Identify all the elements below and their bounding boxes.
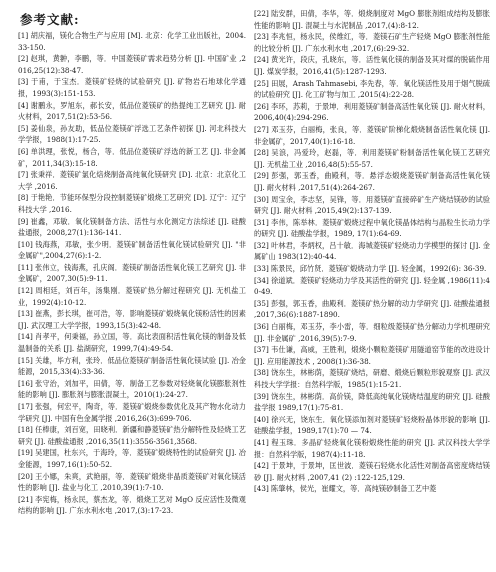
reference-entry: [35] 彭强，郭玉香，曲殿利．菱镁矿热分解的动力学研究 [J]. 硅酸盐通报 ,2017,36(6):1887-1890. bbox=[254, 298, 490, 320]
reference-entry: [23] 李兆恒，杨永民，侯维红，等．菱镁石矿生产轻烧 MgO 膨胀剂性能的比较分析 [J]. 广东水利水电 ,2017,(6):29-32. bbox=[254, 32, 490, 53]
reference-entry: [22] 陆安群，田倩，李华，等．煅烧制度对 MgO 膨胀剂组成结构及膨胀性能的影响 [J]. 混凝土与水泥制品 ,2017,(4):8-12. bbox=[254, 9, 490, 30]
reference-entry: [41] 程玉珠．多晶矿轻烧氧化镁粉煅烧性能的研究 [J]. 武汉科技大学学报：自然科学版，1987(4):11-18. bbox=[254, 437, 490, 459]
reference-entry: [1] 胡庆福，镁化合物生产与应用 [M]. 北京：化学工业出版社，2004. 33-150. bbox=[18, 31, 246, 52]
reference-entry: [6] 单洪理，张悦，杨合，等．低品位菱镁矿浮选的新工艺 [J]. 非金属矿，2011,34(3):15-18. bbox=[18, 146, 246, 168]
reference-entry: [38] 饶东生，林彬荫，菱镁矿烧结，研磨、煅烧后颗粒形貌观察 [J]. 武汉科技大学学报：自然科学版，1985(1):15-21. bbox=[254, 368, 490, 389]
reference-entry: [40] 徐兴无，饶东生．氧化镁添加剂对菱镁矿轻烧粉晶体形貌的影响 [J]. 硅酸盐学报，1989,17(1):70 — 74. bbox=[254, 414, 490, 436]
reference-entry: [16] 张守治，刘加平，田倩，等．制备工艺参数对轻烧氧化镁膨胀剂性能的影响 [J]. 膨胀剂与膨胀混凝土，2010(1):24-27. bbox=[18, 378, 246, 400]
reference-entry: [33] 陈景民，邱竹贤．菱镁矿煅烧动力学 [J]. 轻金属，1992(6): 36-39. bbox=[254, 264, 487, 274]
reference-entry: [34] 徐道斌．菱镁矿轻烧动力学及其活性的研究 [J]. 轻金属 ,1986(11):40-49. bbox=[254, 275, 490, 297]
reference-entry: [31] 李伟，陈举林．菱镁矿煅烧过程中氧化镁晶体结构与晶粒生长动力学的研究 [J]. 硅酸盐学报，1989, 17(1):64-69. bbox=[254, 217, 490, 239]
reference-entry: [14] 肖孝平，何秉福，孙立国，等．高比表面积活性氧化镁的制备及低温制备的关系 [J]. 盐湖研究，1999,7(4):49-54. bbox=[18, 332, 246, 354]
references-right-column bbox=[254, 8, 490, 495]
reference-entry: [2] 赵琪，黄翀，李鹏，等．中国菱镁矿需求趋势分析 [J]. 中国矿业 ,2016,25(12):38-47. bbox=[18, 54, 246, 75]
reference-entry: [15] 关雄，毕方利，张玲．低品位菱镁矿制备活性氧化镁试验 [J]. 冶金能源，2015,33(4):33-36. bbox=[18, 355, 246, 377]
reference-entry: [30] 周宝余，李志坚，吴锋，等．用菱镁矿直接碎矿生产烧结镁砂的试验研究 [J]. 耐火材料 ,2015,49(2):137-139. bbox=[254, 194, 490, 216]
reference-entry: [17] 张强，何宏平，陶奇，等．菱镁矿煅烧参数优化及其产物水化动力学研究 [J]. 中国有色金属学报 ,2016,26(3):699-706. bbox=[18, 402, 246, 423]
reference-entry: [10] 钱海燕，邓敏，张少明．菱镁矿制备活性氧化镁试验研究 [J]. "非金属矿",2004,27(6):1-2. bbox=[18, 239, 246, 261]
reference-entry: [37] 韦仕谦，高威，王胜利，煅烧小颗粒菱镁矿用隧道窑节能的改进设计 [J]. 应用能源技术 , 2008(1):36-38. bbox=[254, 345, 490, 366]
reference-entry: [4] 谢鹏永，罗旭东，郝长安，低品位菱镁矿的热提纯工艺研究 [J]. 耐火材料，2017,51(2):53-56. bbox=[18, 100, 246, 122]
reference-entry: [20] 王小娜，朱爽，武艳丽，等．菱镁矿煅烧非晶质菱镁矿对氧化镁活性的影响 [J]. 盐业与化工 ,2010,39(1):7-10. bbox=[18, 471, 246, 493]
reference-entry: [8] 于艳艳．节能环保型分段控制菱镁矿煅烧工艺研究 [D]. 辽宁：辽宁科技大学 ,2016. bbox=[18, 193, 246, 214]
references-left-column bbox=[18, 30, 246, 517]
reference-entry: [9] 崔鑫，邓敏．氧化镁制备方法、活性与水化测定方法综述 [J]. 硅酸盐通报，2008,27(1):136-141. bbox=[18, 216, 246, 238]
reference-entry: [12] 周相廷，刘百年，汤集刚．菱镁矿热分解过程研究 [J]. 无机盐工业，1992(4):10-12. bbox=[18, 286, 246, 307]
reference-entry: [3] 于甫，于宝杰．菱镁矿轻烧的试验研究 [J]. 矿物岩石地球化学通报，1993(3):151-153. bbox=[18, 77, 246, 98]
reference-entry: [25] 田展，Arash Tahmasebi, 李先春，等．氧化镁活性及用于烟气脱硫的试验研究 [J]. 化工矿物与加工 ,2015(4):22-28. bbox=[254, 78, 490, 100]
reference-entry: [24] 黄光许，段庆，孔晓东，等．活性氧化镁的制备及其对煤的脱硫作用 [J]. 煤炭学报，2016,41(5):1287-1293. bbox=[254, 55, 490, 76]
references-title: 参考文献: bbox=[20, 12, 80, 27]
reference-entry: [21] 李宪梅，杨永民，蔡杰龙，等．煅烧工艺对 MgO 反应活性及微观结构的影响 [J]. 广东水利水电 ,2017,(3):17-23. bbox=[18, 494, 246, 516]
reference-entry: [18] 任棒康，刘百宽，田晓利．新疆和静菱镁矿热分解特性及轻烧工艺研究 [J]. 硅酸盐通报 ,2016,35(11):3556-3561,3568. bbox=[18, 425, 246, 446]
reference-entry: [7] 张秉祥．菱镁矿氯化焙烧制备高纯氧化镁研究 [D]. 北京：北京化工大学 ,2016. bbox=[18, 170, 246, 191]
reference-entry: [11] 张伟立，钱海燕，孔庆阁．菱镁矿制备活性氧化镁工艺研究 [J]. 非金属矿，2007,30(5):9-11. bbox=[18, 262, 246, 284]
reference-entry: [26] 李环，苏莉，于景坤．利用菱镁矿制备高活性氧化镁 [J]. 耐火材料，2006,40(4):294-296. bbox=[254, 101, 490, 123]
reference-entry: [43] 陈肇林，侯光，崔耀文，等．高纯镁砂制备工艺中菱 bbox=[254, 484, 437, 494]
reference-entry: [5] 姜仙泉，孙友助，低品位菱镁矿浮选工艺条件初探 [J]. 河北科技大学学报，1988(1):17-25. bbox=[18, 123, 246, 145]
reference-entry: [19] 吴建国，杜东兴，于海玲，等．菱镁矿煅烧特性的试验研究 [J]. 冶金能源，1997,16(1):50-52. bbox=[18, 448, 246, 469]
reference-entry: [29] 彭强，郭玉香，曲殿利，等．悬浮态煅烧菱镁矿制备高活性氧化镁 [J]. 耐火材料 ,2017,51(4):264-267. bbox=[254, 171, 490, 192]
reference-entry: [32] 叶林君，李炳权，吕十敏．海城菱镁矿轻烧动力学模型的探讨 [J]. 金属矿山 1983(12):40-44. bbox=[254, 240, 490, 262]
reference-entry: [13] 崔燕，彭长琪，崔可浩，等．影响菱镁矿煅烧氧化镁粉活性的因素 [J]. 武汉理工大学学报，1993,15(3):42-48. bbox=[18, 309, 246, 330]
reference-entry: [36] 白丽梅，邓玉芬，李小雷，等．细粒级菱镁矿热分解动力学机理研究 [J]. 非金属矿 ,2016,39(5):7-9. bbox=[254, 322, 490, 343]
reference-entry: [27] 邓玉芬，白丽梅，张良，等．菱镁矿阶梯化煅烧制备活性氧化镁 [J]. 非金属矿，2017,40(1):16-18. bbox=[254, 124, 490, 146]
reference-entry: [39] 饶东生，林彬荫．高价镁，降低高纯氧化镁烧结温度的研究 [J]. 硅酸盐学报 1989,17(1):75-81. bbox=[254, 391, 490, 413]
reference-entry: [28] 吴浪，冯爱玲，赵磊，等．利用菱镁矿粉制备活性氧化镁工艺研究 [J]. 无机盐工业 ,2016,48(5):55-57. bbox=[254, 148, 490, 169]
reference-entry: [42] 于景坤，于景坤，匡世波．菱镁石轻烧水化活性对制备高密度烧结镁砂 [J]. 耐火材料 ,2007,41 (2) :122-125,129. bbox=[254, 461, 490, 482]
